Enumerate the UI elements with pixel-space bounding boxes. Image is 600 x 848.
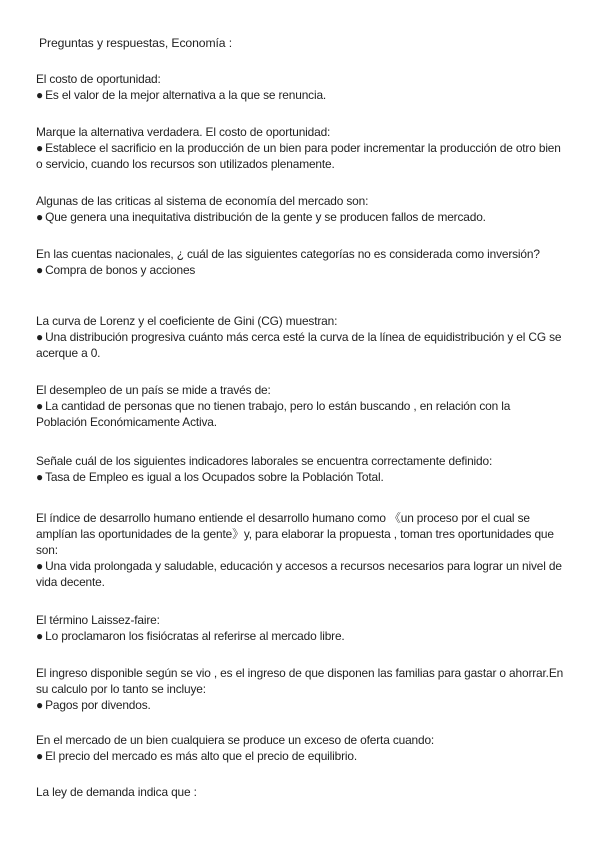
qa-item-national-accounts bbox=[36, 246, 564, 278]
bullet-icon: ● bbox=[36, 470, 44, 484]
qa-item-unemployment bbox=[36, 382, 564, 430]
answer-text: Tasa de Empleo es igual a los Ocupados sobre la Población Total. bbox=[45, 470, 384, 484]
answer-text: Que genera una inequitativa distribución de la gente y se producen fallos de mercado. bbox=[45, 210, 486, 224]
answer-text: Establece el sacrificio en la producción de un bien para poder incrementar la producción de otro bien o servicio, cuando los recursos son utilizados plenamente. bbox=[36, 141, 561, 171]
qa-item-labor-indicators bbox=[36, 453, 564, 485]
qa-item-laissez-faire bbox=[36, 612, 564, 644]
bullet-icon: ● bbox=[36, 210, 44, 224]
bullet-icon: ● bbox=[36, 629, 44, 643]
answer-text: Es el valor de la mejor alternativa a la que se renuncia. bbox=[45, 88, 327, 102]
qa-item-true-alternative bbox=[36, 124, 564, 172]
answer-text: Pagos por divendos. bbox=[45, 698, 151, 712]
bullet-icon: ● bbox=[36, 749, 44, 763]
question-text: El término Laissez-faire: bbox=[36, 613, 160, 627]
question-text: La ley de demanda indica que : bbox=[36, 785, 197, 799]
question-text: El ingreso disponible según se vio , es el ingreso de que disponen las familias para gastar o ahorrar.En su calculo por lo tanto se incluye: bbox=[36, 666, 564, 696]
bullet-icon: ● bbox=[36, 399, 44, 413]
qa-item-disposable-income bbox=[36, 665, 564, 713]
bullet-icon: ● bbox=[36, 263, 44, 277]
question-text: El índice de desarrollo humano entiende el desarrollo humano como 《un proceso por el cual se amplían las oportunidades de la gente》y, para elaborar la propuesta , toman tres oportunidades que son: bbox=[36, 511, 554, 557]
bullet-icon: ● bbox=[36, 141, 44, 155]
document-title: Preguntas y respuestas, Economía : bbox=[39, 36, 233, 50]
question-text: En el mercado de un bien cualquiera se produce un exceso de oferta cuando: bbox=[36, 733, 435, 747]
question-text: Marque la alternativa verdadera. El costo de oportunidad: bbox=[36, 125, 331, 139]
qa-item-excess-supply bbox=[36, 732, 564, 764]
bullet-icon: ● bbox=[36, 330, 44, 344]
bullet-icon: ● bbox=[36, 698, 44, 712]
qa-item-demand-law bbox=[36, 784, 564, 800]
qa-item-lorenz-gini bbox=[36, 313, 564, 361]
bullet-icon: ● bbox=[36, 88, 44, 102]
answer-text: Una vida prolongada y saludable, educación y accesos a recursos necesarios para lograr un nivel de vida decente. bbox=[36, 559, 562, 589]
qa-item-market-critiques bbox=[36, 193, 564, 225]
answer-text: La cantidad de personas que no tienen trabajo, pero lo están buscando , en relación con la Población Económicamente Activa. bbox=[36, 399, 511, 429]
answer-text: Lo proclamaron los fisiócratas al referirse al mercado libre. bbox=[45, 629, 345, 643]
answer-text: El precio del mercado es más alto que el precio de equilibrio. bbox=[45, 749, 358, 763]
question-text: La curva de Lorenz y el coeficiente de Gini (CG) muestran: bbox=[36, 314, 338, 328]
question-text: El costo de oportunidad: bbox=[36, 72, 161, 86]
question-text: Señale cuál de los siguientes indicadores laborales se encuentra correctamente definido: bbox=[36, 454, 493, 468]
question-text: En las cuentas nacionales, ¿ cuál de las siguientes categorías no es considerada como inversión? bbox=[36, 247, 540, 261]
answer-text: Compra de bonos y acciones bbox=[45, 263, 196, 277]
answer-text: Una distribución progresiva cuánto más cerca esté la curva de la línea de equidistribución y el CG se acerque a 0. bbox=[36, 330, 562, 360]
bullet-icon: ● bbox=[36, 559, 44, 573]
question-text: Algunas de las criticas al sistema de economía del mercado son: bbox=[36, 194, 369, 208]
qa-item-human-development bbox=[36, 510, 564, 590]
question-text: El desempleo de un país se mide a través de: bbox=[36, 383, 271, 397]
qa-item-opportunity-cost bbox=[36, 71, 564, 103]
